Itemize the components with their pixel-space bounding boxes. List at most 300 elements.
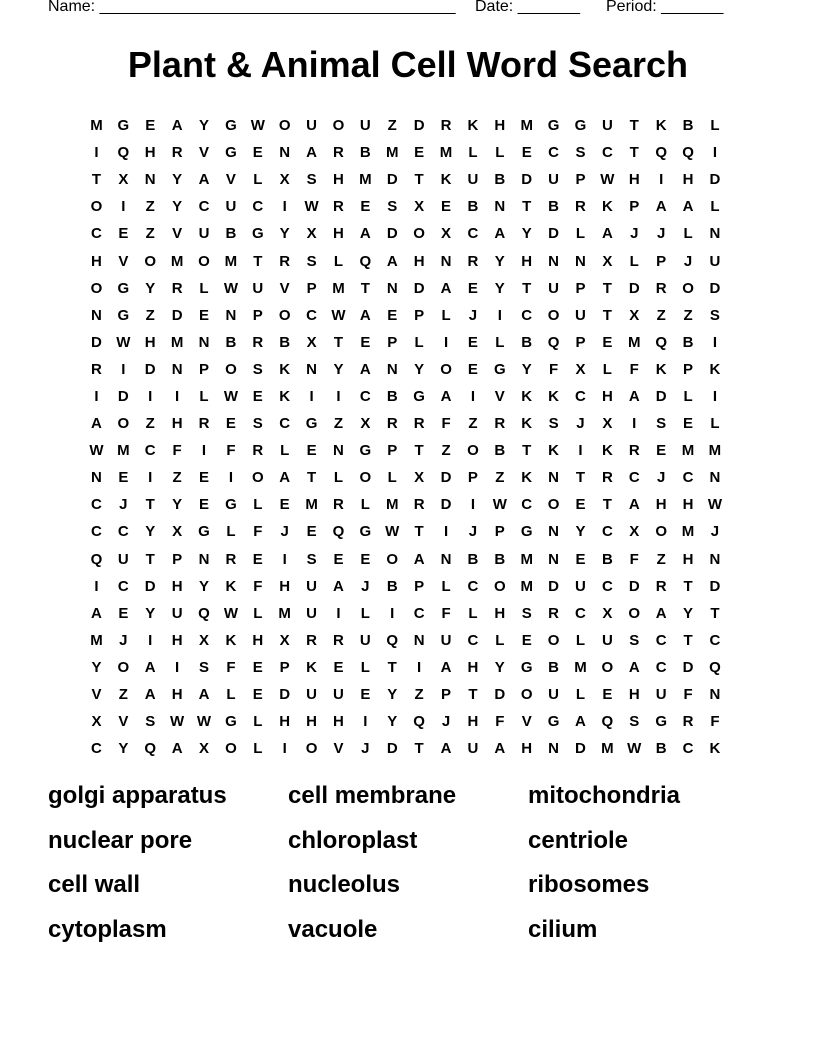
grid-letter: A (655, 198, 667, 216)
grid-letter: E (360, 333, 371, 351)
grid-letter: I (443, 523, 449, 541)
grid-letter: A (440, 658, 452, 676)
grid-letter: H (682, 171, 694, 189)
grid-letter: M (332, 279, 345, 297)
grid-letter: P (387, 333, 398, 351)
grid-letter: H (171, 577, 183, 595)
grid-letter: R (306, 631, 317, 649)
grid-letter: M (305, 496, 318, 514)
grid-letter: D (117, 387, 129, 405)
grid-letter: Z (333, 415, 344, 433)
grid-letter: G (655, 713, 667, 731)
grid-letter: R (333, 198, 344, 216)
grid-letter: I (336, 604, 341, 622)
grid-letter: X (602, 604, 613, 622)
grid-letter: H (467, 713, 479, 731)
grid-letter: W (627, 740, 642, 758)
grid-letter: N (709, 469, 721, 487)
grid-letter: X (414, 198, 425, 216)
grid-letter: N (440, 252, 452, 270)
grid-letter: T (414, 442, 424, 460)
grid-letter: G (225, 144, 237, 162)
grid-letter: Z (656, 306, 666, 324)
grid-letter: X (91, 713, 102, 731)
word-bank-item: cytoplasm (48, 915, 167, 943)
grid-letter: T (575, 469, 586, 487)
grid-letter: E (252, 144, 263, 162)
grid-letter: C (117, 523, 129, 541)
grid-letter: A (440, 279, 452, 297)
grid-letter: T (683, 577, 693, 595)
grid-letter: G (117, 279, 130, 297)
grid-letter: S (306, 252, 317, 270)
grid-letter: I (336, 387, 341, 405)
grid-letter: S (387, 198, 398, 216)
grid-letter: I (712, 144, 718, 162)
word-bank-item: mitochondria (528, 782, 681, 809)
grid-letter: R (252, 442, 264, 460)
grid-letter: F (253, 577, 263, 595)
grid-letter: B (548, 658, 559, 676)
grid-row (83, 681, 731, 708)
grid-row (83, 464, 731, 491)
student-info-line (48, 0, 748, 20)
grid-letter: S (306, 550, 317, 568)
grid-row (83, 329, 731, 356)
grid-letter: U (333, 686, 344, 704)
grid-letter: D (655, 387, 667, 405)
grid-letter: H (601, 387, 613, 405)
grid-letter: I (712, 333, 718, 351)
grid-letter: M (278, 604, 291, 622)
grid-letter: E (360, 550, 371, 568)
grid-letter: N (709, 686, 721, 704)
grid-row (83, 193, 731, 220)
grid-letter: X (118, 171, 129, 189)
grid-letter: Q (90, 550, 103, 568)
grid-letter: I (497, 306, 502, 324)
grid-letter: H (306, 713, 317, 731)
grid-letter: V (199, 144, 210, 162)
grid-letter: E (575, 496, 586, 514)
grid-letter: G (520, 658, 533, 676)
grid-letter: G (574, 117, 587, 135)
grid-letter: I (470, 387, 475, 405)
grid-letter: B (359, 144, 371, 162)
grid-letter: L (253, 713, 263, 731)
grid-letter: L (575, 631, 586, 649)
grid-letter: G (359, 442, 372, 460)
grid-letter: O (440, 360, 452, 378)
grid-letter: H (91, 252, 102, 270)
grid-letter: M (681, 523, 695, 541)
grid-letter: I (148, 469, 153, 487)
grid-letter: M (170, 252, 184, 270)
grid-letter: E (252, 387, 263, 405)
grid-letter: G (359, 523, 372, 541)
grid-row (83, 410, 731, 437)
grid-letter: Q (413, 713, 425, 731)
grid-letter: C (548, 144, 559, 162)
grid-letter: B (279, 333, 291, 351)
grid-row (83, 437, 731, 464)
grid-letter: U (225, 198, 237, 216)
grid-letter: N (494, 198, 506, 216)
grid-letter: A (91, 415, 102, 433)
grid-letter: L (360, 604, 370, 622)
grid-letter: I (121, 198, 126, 216)
grid-letter: J (361, 740, 370, 758)
grid-letter: C (575, 387, 586, 405)
grid-letter: J (630, 225, 639, 243)
grid-letter: E (199, 306, 210, 324)
grid-letter: R (91, 360, 102, 378)
grid-letter: L (710, 198, 720, 216)
grid-letter: E (360, 686, 371, 704)
grid-letter: Z (172, 469, 182, 487)
grid-letter: A (171, 740, 183, 758)
grid-letter: L (495, 333, 505, 351)
grid-letter: R (575, 198, 586, 216)
grid-letter: B (655, 740, 667, 758)
grid-letter: K (521, 415, 533, 433)
grid-letter: D (386, 740, 398, 758)
grid-letter: E (279, 496, 290, 514)
grid-letter: H (144, 144, 156, 162)
grid-letter: U (306, 117, 317, 135)
grid-letter: F (226, 442, 236, 460)
grid-letter: J (710, 523, 720, 541)
grid-letter: L (602, 360, 612, 378)
grid-letter: G (493, 360, 506, 378)
grid-letter: A (171, 117, 183, 135)
grid-letter: E (521, 631, 532, 649)
grid-letter: Z (145, 306, 155, 324)
grid-letter: X (575, 360, 586, 378)
grid-letter: Q (547, 333, 560, 351)
grid-letter: X (602, 415, 613, 433)
grid-letter: L (710, 415, 720, 433)
grid-letter: R (252, 333, 264, 351)
grid-letter: I (148, 631, 153, 649)
grid-letter: M (681, 442, 695, 460)
grid-letter: Q (682, 144, 694, 162)
grid-letter: H (628, 171, 640, 189)
grid-letter: E (467, 279, 478, 297)
grid-letter: H (333, 225, 344, 243)
grid-letter: O (90, 279, 103, 297)
grid-letter: H (279, 713, 291, 731)
grid-letter: D (413, 279, 425, 297)
grid-letter: I (228, 469, 233, 487)
grid-letter: I (443, 333, 449, 351)
grid-letter: O (117, 415, 130, 433)
grid-letter: J (468, 523, 478, 541)
grid-letter: C (413, 604, 425, 622)
grid-letter: E (414, 144, 425, 162)
grid-letter: K (548, 387, 559, 405)
grid-letter: B (521, 333, 533, 351)
grid-letter: W (304, 198, 319, 216)
grid-letter: Y (172, 496, 183, 514)
grid-row (83, 112, 731, 139)
grid-letter: N (386, 279, 398, 297)
grid-letter: H (521, 740, 533, 758)
grid-letter: D (144, 577, 156, 595)
grid-letter: Z (387, 117, 397, 135)
grid-letter: E (252, 686, 263, 704)
grid-letter: I (94, 577, 99, 595)
grid-letter: A (601, 225, 613, 243)
grid-row (83, 735, 731, 762)
grid-letter: D (709, 171, 721, 189)
grid-letter: D (709, 577, 721, 595)
grid-letter: N (144, 171, 156, 189)
grid-letter: Q (144, 740, 157, 758)
grid-letter: A (413, 550, 425, 568)
grid-letter: W (492, 496, 507, 514)
grid-letter: W (250, 117, 265, 135)
grid-letter: P (575, 279, 586, 297)
grid-letter: Q (709, 658, 721, 676)
grid-letter: K (709, 360, 721, 378)
grid-letter: U (575, 306, 586, 324)
grid-letter: G (225, 117, 237, 135)
grid-letter: G (547, 117, 560, 135)
grid-letter: T (414, 523, 424, 541)
grid-letter: O (628, 604, 641, 622)
grid-letter: V (494, 387, 505, 405)
grid-letter: T (333, 333, 344, 351)
grid-letter: D (628, 279, 640, 297)
grid-letter: H (655, 496, 667, 514)
grid-letter: L (333, 469, 344, 487)
grid-letter: K (655, 117, 667, 135)
grid-letter: F (226, 658, 236, 676)
grid-letter: W (116, 333, 131, 351)
grid-letter: U (655, 686, 667, 704)
grid-letter: Q (117, 144, 130, 162)
grid-letter: P (172, 550, 183, 568)
grid-row (83, 491, 731, 518)
grid-letter: L (495, 144, 505, 162)
grid-letter: B (494, 442, 506, 460)
grid-letter: A (440, 740, 452, 758)
word-bank-item: ribosomes (528, 871, 650, 898)
grid-letter: N (306, 360, 317, 378)
grid-letter: P (199, 360, 210, 378)
letter-grid (83, 112, 731, 762)
grid-row (83, 220, 731, 247)
grid-letter: J (468, 306, 478, 324)
grid-letter: H (682, 550, 694, 568)
grid-letter: I (417, 658, 422, 676)
grid-letter: T (522, 279, 532, 297)
grid-letter: A (386, 252, 398, 270)
grid-letter: B (548, 198, 559, 216)
grid-letter: E (602, 333, 613, 351)
grid-letter: M (359, 171, 372, 189)
grid-letter: U (467, 171, 479, 189)
grid-letter: A (628, 387, 640, 405)
grid-letter: L (441, 577, 451, 595)
grid-letter: Y (279, 225, 290, 243)
grid-letter: C (91, 225, 102, 243)
grid-letter: I (148, 387, 153, 405)
grid-letter: Z (145, 225, 155, 243)
grid-letter: R (413, 496, 425, 514)
grid-letter: N (575, 252, 586, 270)
grid-letter: C (117, 577, 129, 595)
grid-letter: C (521, 496, 533, 514)
grid-letter: Q (601, 713, 614, 731)
grid-letter: Y (521, 360, 532, 378)
grid-letter: T (629, 117, 639, 135)
grid-letter: Q (198, 604, 210, 622)
grid-letter: Z (145, 415, 155, 433)
grid-letter: M (439, 144, 453, 162)
grid-letter: H (682, 496, 694, 514)
grid-letter: H (171, 686, 183, 704)
word-bank-item: cell wall (48, 871, 141, 898)
grid-letter: C (467, 631, 479, 649)
grid-letter: C (91, 740, 102, 758)
grid-letter: J (119, 496, 128, 514)
grid-letter: M (601, 740, 614, 758)
grid-letter: I (632, 415, 637, 433)
grid-letter: P (252, 306, 263, 324)
grid-letter: A (333, 577, 344, 595)
grid-letter: O (332, 117, 345, 135)
grid-letter: E (118, 604, 129, 622)
grid-letter: C (467, 577, 479, 595)
grid-letter: L (360, 496, 370, 514)
grid-letter: O (225, 740, 237, 758)
grid-letter: X (199, 631, 210, 649)
grid-row (83, 573, 731, 600)
grid-row (83, 166, 731, 193)
grid-letter: U (548, 279, 559, 297)
grid-letter: D (91, 333, 102, 351)
grid-letter: L (683, 387, 693, 405)
grid-letter: V (279, 279, 290, 297)
grid-letter: Y (494, 658, 505, 676)
word-bank-item: centriole (528, 826, 629, 854)
grid-letter: Y (494, 252, 505, 270)
grid-letter: F (172, 442, 182, 460)
grid-letter: L (199, 279, 209, 297)
grid-letter: Y (172, 171, 183, 189)
grid-letter: G (413, 387, 425, 405)
grid-letter: A (144, 658, 156, 676)
grid-letter: A (279, 469, 291, 487)
grid-letter: A (198, 171, 210, 189)
grid-letter: F (629, 360, 639, 378)
grid-letter: T (306, 469, 317, 487)
grid-letter: H (467, 658, 479, 676)
grid-letter: B (494, 550, 506, 568)
grid-letter: N (548, 550, 559, 568)
grid-letter: L (280, 442, 290, 460)
grid-letter: T (145, 550, 155, 568)
grid-letter: E (252, 550, 263, 568)
grid-letter: E (118, 225, 129, 243)
grid-letter: B (682, 333, 694, 351)
grid-letter: X (360, 415, 371, 433)
grid-letter: B (467, 550, 479, 568)
grid-letter: W (331, 306, 346, 324)
grid-letter: C (467, 225, 479, 243)
grid-letter: L (468, 144, 478, 162)
grid-letter: A (494, 740, 506, 758)
grid-letter: B (225, 333, 237, 351)
grid-letter: O (225, 360, 237, 378)
grid-letter: M (708, 442, 722, 460)
grid-row (83, 383, 731, 410)
grid-letter: U (306, 577, 317, 595)
grid-letter: U (306, 686, 317, 704)
grid-letter: Z (414, 686, 424, 704)
grid-letter: M (385, 144, 399, 162)
grid-letter: E (145, 117, 156, 135)
grid-letter: U (306, 604, 317, 622)
grid-letter: N (548, 523, 559, 541)
grid-letter: O (520, 686, 533, 704)
grid-letter: L (495, 631, 505, 649)
grid-letter: E (199, 469, 210, 487)
grid-letter: H (628, 686, 640, 704)
grid-letter: G (547, 713, 560, 731)
grid-row (83, 139, 731, 166)
grid-letter: Y (199, 117, 210, 135)
grid-letter: S (709, 306, 720, 324)
grid-letter: M (520, 550, 533, 568)
grid-letter: L (360, 658, 370, 676)
grid-letter: E (118, 469, 129, 487)
grid-letter: C (198, 198, 210, 216)
grid-letter: C (682, 469, 694, 487)
grid-letter: E (521, 144, 532, 162)
grid-letter: Z (656, 550, 666, 568)
grid-letter: A (91, 604, 102, 622)
grid-letter: H (333, 713, 344, 731)
grid-letter: P (414, 306, 425, 324)
grid-letter: L (226, 686, 236, 704)
grid-letter: K (440, 171, 452, 189)
grid-letter: H (521, 252, 533, 270)
grid-letter: U (252, 279, 264, 297)
grid-letter: W (170, 713, 185, 731)
grid-letter: P (467, 469, 478, 487)
grid-letter: K (279, 387, 291, 405)
grid-letter: H (494, 117, 506, 135)
grid-letter: S (656, 415, 667, 433)
grid-letter: N (91, 306, 102, 324)
grid-letter: B (225, 225, 237, 243)
grid-letter: P (306, 279, 317, 297)
grid-letter: Q (386, 631, 399, 649)
grid-letter: R (682, 713, 694, 731)
grid-row (83, 654, 731, 681)
grid-letter: F (549, 360, 559, 378)
grid-letter: A (682, 198, 694, 216)
grid-letter: D (386, 171, 398, 189)
grid-letter: K (601, 198, 613, 216)
grid-letter: D (709, 279, 721, 297)
grid-letter: F (629, 550, 639, 568)
grid-letter: K (306, 658, 317, 676)
grid-letter: E (683, 415, 694, 433)
